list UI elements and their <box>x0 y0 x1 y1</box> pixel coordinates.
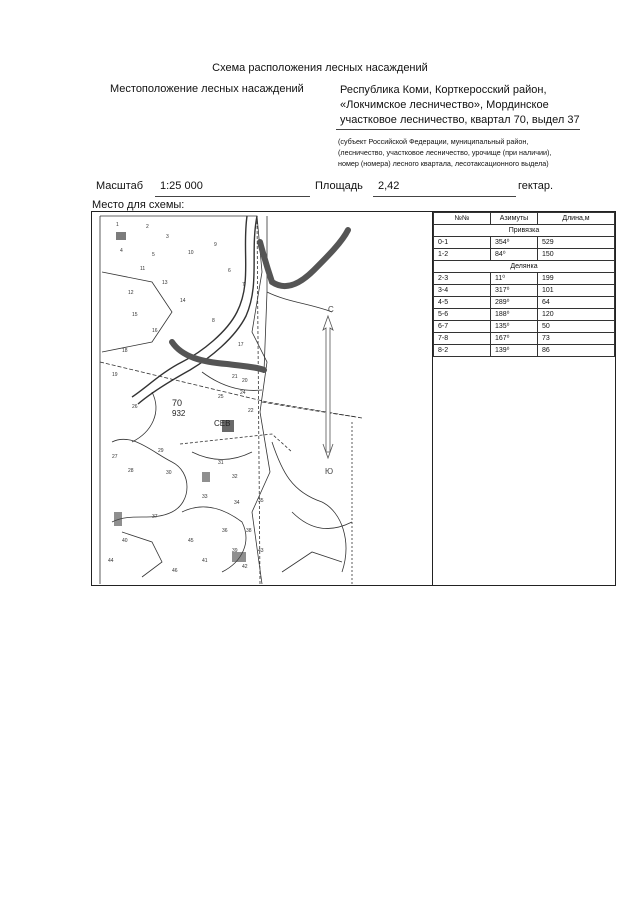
azimuth-value: 135⁰ <box>491 321 538 333</box>
table-row <box>434 297 615 309</box>
plot-label: 46 <box>172 568 178 574</box>
river-route <box>172 230 348 370</box>
length-value: 529 <box>538 237 615 249</box>
azimuth-value: 354⁰ <box>491 237 538 249</box>
azimuth-value: 11⁰ <box>491 273 538 285</box>
location-label: Местоположение лесных насаждений <box>110 83 304 95</box>
table-row <box>434 249 615 261</box>
table-header-row <box>434 213 615 225</box>
plot-label: 10 <box>188 250 194 256</box>
location-line: участковое лесничество, квартал 70, выдел 37 <box>340 114 580 126</box>
plot-label: 1 <box>116 222 119 228</box>
area-value: 2,42 <box>378 180 400 192</box>
plot-label: 21 <box>232 374 238 380</box>
location-note-line: (лесничество, участковое лесничество, урочище (при наличии), <box>338 148 552 157</box>
location-note-line: (субъект Российской Федерации, муниципальный район, <box>338 137 529 146</box>
plot-label: 11 <box>140 266 146 272</box>
plot-label: 44 <box>108 558 114 564</box>
location-underline <box>336 129 580 130</box>
plot-label: 7 <box>242 282 245 288</box>
plot-label: 40 <box>122 538 128 544</box>
compass-north-label: С <box>328 305 334 314</box>
plot-label: 42 <box>242 564 248 570</box>
azimuth-table <box>433 212 615 357</box>
location-note-line: номер (номера) лесного квартала, лесотаксационного выдела) <box>338 159 549 168</box>
plot-label: 36 <box>222 528 228 534</box>
plot-label: 24 <box>240 390 246 396</box>
table-row <box>434 285 615 297</box>
plot-label: 30 <box>166 470 172 476</box>
scale-label: Масштаб <box>96 180 144 192</box>
length-value: 86 <box>538 345 615 357</box>
plot-label: 5 <box>152 252 155 258</box>
table-row <box>434 273 615 285</box>
table-row <box>434 321 615 333</box>
scheme-label: Место для схемы: <box>92 199 185 211</box>
plot-label: 28 <box>128 468 134 474</box>
plot-label: 37 <box>152 514 158 520</box>
table-row <box>434 237 615 249</box>
header-cell: Азимуты <box>491 213 538 225</box>
section-title: Привязка <box>434 225 615 237</box>
header-cell: Длина,м <box>538 213 615 225</box>
point-id: 8-2 <box>434 345 491 357</box>
forest-map <box>92 212 432 585</box>
plot-label: 15 <box>132 312 138 318</box>
plot-label: 4 <box>120 248 123 254</box>
plot-label: 6 <box>228 268 231 274</box>
plot-label: 29 <box>158 448 164 454</box>
block-number: 70 <box>172 398 183 408</box>
plot-label: 32 <box>232 474 238 480</box>
document-title: Схема расположения лесных насаждений <box>212 62 428 74</box>
area-unit: гектар. <box>518 180 554 192</box>
azimuth-value: 139⁰ <box>491 345 538 357</box>
plot-label: 35 <box>258 498 264 504</box>
location-line: Республика Коми, Корткеросский район, <box>340 84 547 96</box>
plot-label: 43 <box>258 548 264 554</box>
length-value: 101 <box>538 285 615 297</box>
length-value: 64 <box>538 297 615 309</box>
table-row <box>434 333 615 345</box>
section-title: Делянка <box>434 261 615 273</box>
plot-label: 8 <box>212 318 215 324</box>
azimuth-value: 289⁰ <box>491 297 538 309</box>
plot-label: 45 <box>188 538 194 544</box>
scale-value: 1:25 000 <box>160 180 203 192</box>
length-value: 199 <box>538 273 615 285</box>
table-row <box>434 309 615 321</box>
plot-label: 27 <box>112 454 118 460</box>
azimuth-value: 84⁰ <box>491 249 538 261</box>
plot-label: 22 <box>248 408 254 414</box>
plot-label: 41 <box>202 558 208 564</box>
sev-label: СЕВ <box>214 419 231 428</box>
azimuth-value: 317⁰ <box>491 285 538 297</box>
length-value: 150 <box>538 249 615 261</box>
point-id: 7-8 <box>434 333 491 345</box>
table-row <box>434 345 615 357</box>
plot-label: 9 <box>214 242 217 248</box>
plot-label: 33 <box>202 494 208 500</box>
plot-label: 38 <box>246 528 252 534</box>
plot-label: 18 <box>122 348 128 354</box>
location-line: «Локчимское лесничество», Мординское <box>340 99 549 111</box>
plot-label: 31 <box>218 460 224 466</box>
plot-label: 2 <box>146 224 149 230</box>
location-note <box>338 136 588 169</box>
azimuth-value: 188⁰ <box>491 309 538 321</box>
point-id: 6-7 <box>434 321 491 333</box>
header-cell: №№ <box>434 213 491 225</box>
plot-label: 39 <box>232 548 238 554</box>
point-id: 5-6 <box>434 309 491 321</box>
area-underline <box>373 196 516 197</box>
plot-label: 17 <box>238 342 244 348</box>
plot-label: 3 <box>166 234 169 240</box>
plot-label: 14 <box>180 298 186 304</box>
compass-south-label: Ю <box>325 467 334 476</box>
location-text <box>340 83 590 128</box>
plot-label: 13 <box>162 280 168 286</box>
plot-label: 34 <box>234 500 240 506</box>
section-row <box>434 261 615 273</box>
area-label: Площадь <box>315 180 363 192</box>
point-id: 1-2 <box>434 249 491 261</box>
plot-label: 12 <box>128 290 134 296</box>
plot-label: 25 <box>218 394 224 400</box>
azimuth-value: 167⁰ <box>491 333 538 345</box>
plot-label: 26 <box>132 404 138 410</box>
section-row <box>434 225 615 237</box>
plot-label: 19 <box>112 372 118 378</box>
length-value: 120 <box>538 309 615 321</box>
point-id: 2-3 <box>434 273 491 285</box>
scale-underline <box>155 196 310 197</box>
length-value: 73 <box>538 333 615 345</box>
plot-label: 20 <box>242 378 248 384</box>
point-id: 0-1 <box>434 237 491 249</box>
compass <box>323 305 334 476</box>
point-id: 4-5 <box>434 297 491 309</box>
point-id: 3-4 <box>434 285 491 297</box>
block-area: 932 <box>172 409 186 418</box>
length-value: 50 <box>538 321 615 333</box>
compass-north-arrow <box>323 316 333 452</box>
plot-label: 16 <box>152 328 158 334</box>
